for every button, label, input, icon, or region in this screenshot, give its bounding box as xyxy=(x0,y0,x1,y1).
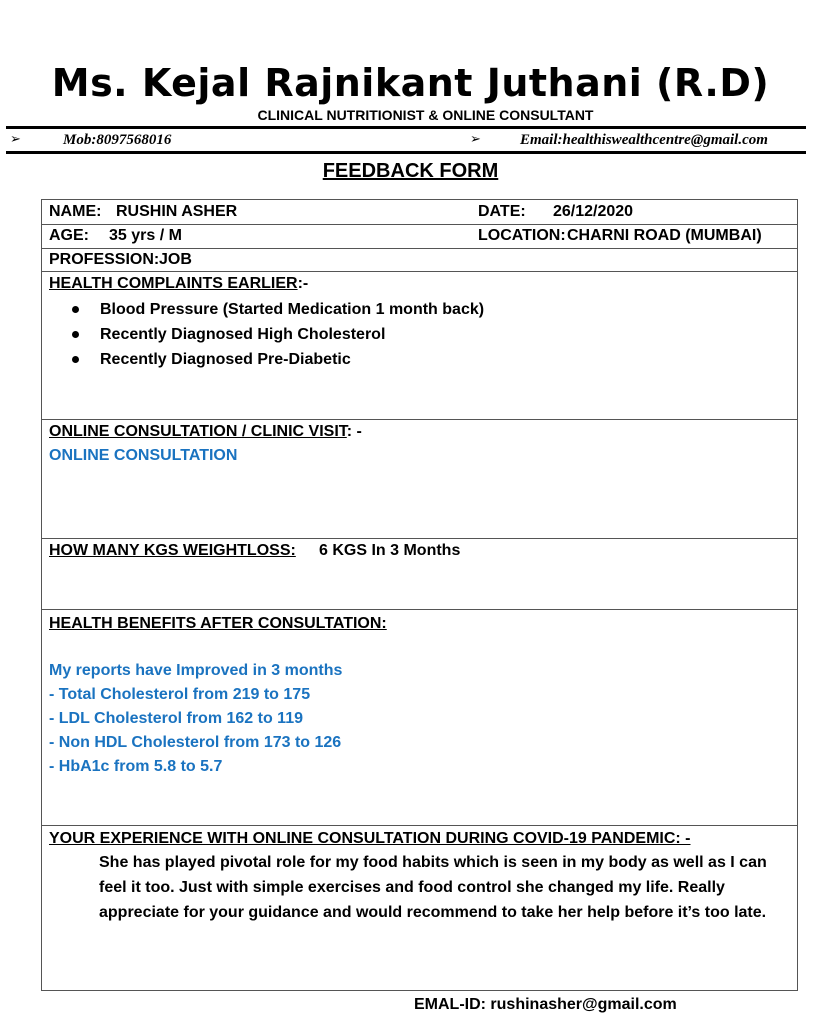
mobile-number: Mob:8097568016 xyxy=(63,132,172,148)
consultation-value: ONLINE CONSULTATION xyxy=(49,447,238,464)
consultation-heading xyxy=(49,421,362,443)
experience-label: YOUR EXPERIENCE WITH ONLINE CONSULTATION DURING COVID-19 PANDEMIC: - xyxy=(49,830,691,847)
date-value: 26/12/2020 xyxy=(553,203,634,220)
list-item xyxy=(72,297,484,322)
date-label: DATE: xyxy=(478,203,526,220)
age-value: 35 yrs / M xyxy=(109,227,182,244)
health-benefits-section xyxy=(42,610,797,826)
weightloss-label: HOW MANY KGS WEIGHTLOSS: xyxy=(49,542,296,559)
bullet-icon xyxy=(72,331,79,338)
name-value: RUSHIN ASHER xyxy=(116,203,238,220)
complaints-list xyxy=(72,297,484,372)
list-item xyxy=(72,322,484,347)
form-title xyxy=(0,158,821,184)
health-complaints-section xyxy=(42,272,797,420)
weightloss-value: 6 KGS In 3 Months xyxy=(319,542,461,559)
location-label: LOCATION: xyxy=(478,227,566,244)
experience-text: She has played pivotal role for my food habits which is seen in my body as well as I can feel it too. Just with simple exercises and food control she changed my life. Really appreciate for your guidance and would recommend to take her help before it’s too late. xyxy=(99,854,767,921)
contact-email: Email:healthiswealthcentre@gmail.com xyxy=(520,132,768,148)
arrow-bullet-icon: ➢ xyxy=(470,132,481,147)
experience-section xyxy=(42,826,797,990)
benefit-line: My reports have Improved in 3 months xyxy=(49,662,343,679)
age-location-row xyxy=(42,225,797,249)
name-date-row xyxy=(42,200,797,225)
complaints-suffix: :- xyxy=(297,275,309,292)
complaint-text: Blood Pressure (Started Medication 1 month back) xyxy=(100,301,485,318)
age-label: AGE: xyxy=(49,227,89,244)
consultation-suffix: : - xyxy=(346,423,362,440)
location-value: CHARNI ROAD (MUMBAI) xyxy=(567,227,762,244)
list-item xyxy=(72,347,484,372)
benefits-label: HEALTH BENEFITS AFTER CONSULTATION: xyxy=(49,615,387,632)
form-title-text: FEEDBACK FORM xyxy=(322,160,499,182)
benefits-list xyxy=(49,659,342,779)
benefit-line: - LDL Cholesterol from 162 to 119 xyxy=(49,710,303,727)
consultation-label: ONLINE CONSULTATION / CLINIC VISIT xyxy=(49,423,347,440)
arrow-bullet-icon: ➢ xyxy=(10,132,21,147)
header-divider-top xyxy=(6,126,806,129)
benefit-line: - Non HDL Cholesterol from 173 to 126 xyxy=(49,734,342,751)
feedback-form xyxy=(41,199,798,991)
benefit-line: - Total Cholesterol from 219 to 175 xyxy=(49,686,311,703)
complaints-label: HEALTH COMPLAINTS EARLIER xyxy=(49,275,298,292)
bullet-icon xyxy=(72,356,79,363)
weightloss-section xyxy=(42,539,797,610)
name-label: NAME: xyxy=(49,203,102,220)
complaints-heading xyxy=(49,273,308,295)
benefit-line: - HbA1c from 5.8 to 5.7 xyxy=(49,758,223,775)
profession-label: PROFESSION: xyxy=(49,251,160,268)
complaint-text: Recently Diagnosed Pre-Diabetic xyxy=(100,351,351,368)
profession-value: JOB xyxy=(159,251,192,268)
bullet-icon xyxy=(72,306,79,313)
respondent-email: EMAL-ID: rushinasher@gmail.com xyxy=(414,996,677,1013)
complaint-text: Recently Diagnosed High Cholesterol xyxy=(100,326,386,343)
consultant-subtitle: CLINICAL NUTRITIONIST & ONLINE CONSULTANT xyxy=(257,107,594,123)
consultant-name-heading: Ms. Kejal Rajnikant Juthani (R.D) xyxy=(51,61,770,105)
consultation-type-section xyxy=(42,420,797,539)
header-divider-bottom xyxy=(6,151,806,154)
profession-row xyxy=(42,249,797,272)
